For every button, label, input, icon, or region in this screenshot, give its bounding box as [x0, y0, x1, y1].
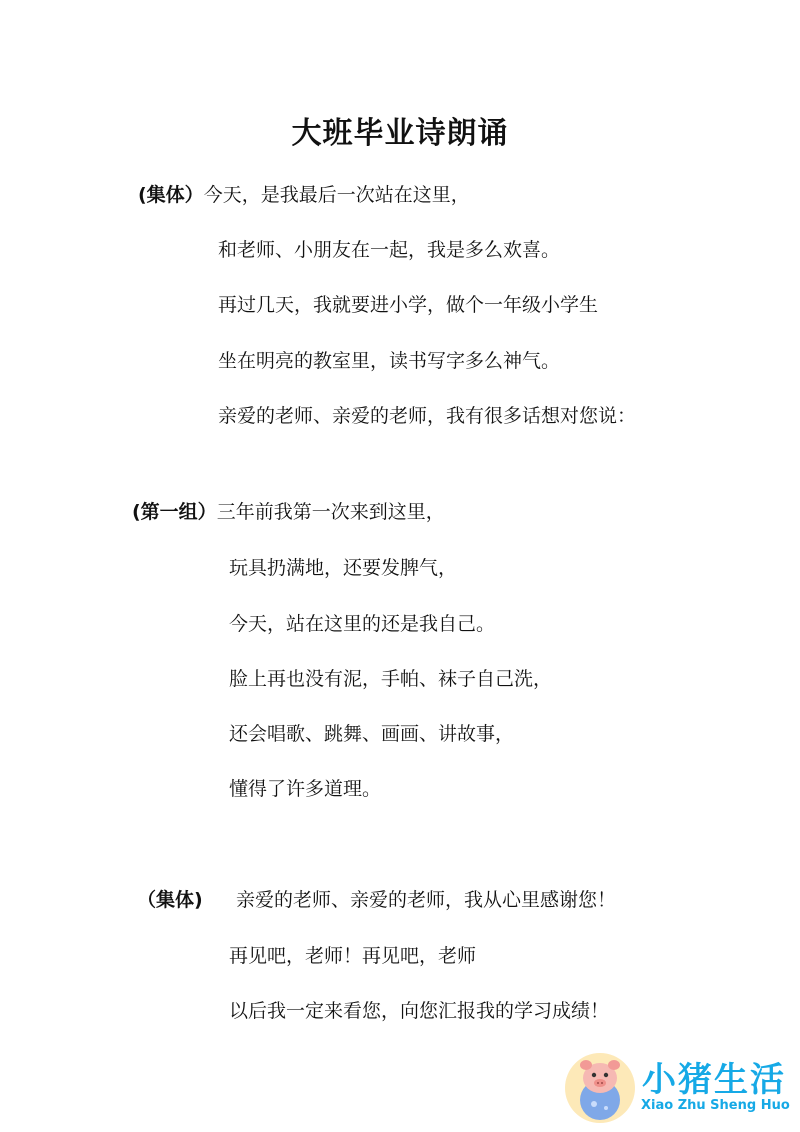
speaker-label: (第一组）	[132, 501, 217, 523]
watermark-subtitle: Xiao Zhu Sheng Huo	[641, 1098, 790, 1113]
speaker-label: （集体)	[137, 889, 203, 911]
poem-title: 大班毕业诗朗诵	[291, 116, 509, 151]
stanza-3-speaker	[137, 888, 203, 912]
poem-line: 亲爱的老师、亲爱的老师，我从心里感谢您！	[236, 889, 617, 911]
watermark	[562, 1048, 794, 1124]
poem-line: 懂得了许多道理。	[229, 778, 382, 800]
poem-line: 脸上再也没有泥，手帕、袜子自己洗，	[229, 668, 553, 690]
poem-line: 今天，站在这里的还是我自己。	[229, 613, 496, 635]
watermark-title: 小猪生活	[642, 1060, 786, 1100]
poem-line: 再见吧，老师！再见吧，老师	[229, 945, 477, 967]
poem-line: 再过几天，我就要进小学，做个一年级小学生	[218, 294, 599, 316]
poem-line: 三年前我第一次来到这里，	[216, 501, 445, 523]
poem-line: 和老师、小朋友在一起，我是多么欢喜。	[218, 239, 561, 261]
pig-mascot-icon	[562, 1048, 638, 1124]
poem-line: 以后我一定来看您，向您汇报我的学习成绩！	[229, 1000, 610, 1022]
stanza-1-first-line	[138, 183, 470, 207]
poem-line: 亲爱的老师、亲爱的老师，我有很多话想对您说：	[218, 405, 637, 427]
speaker-label: (集体）	[138, 184, 204, 206]
stanza-2-first-line	[132, 500, 445, 524]
poem-line: 还会唱歌、跳舞、画画、讲故事，	[229, 723, 515, 745]
poem-line: 今天，是我最后一次站在这里，	[203, 184, 470, 206]
poem-line: 玩具扔满地，还要发脾气，	[229, 557, 458, 579]
poem-line: 坐在明亮的教室里，读书写字多么神气。	[218, 350, 561, 372]
